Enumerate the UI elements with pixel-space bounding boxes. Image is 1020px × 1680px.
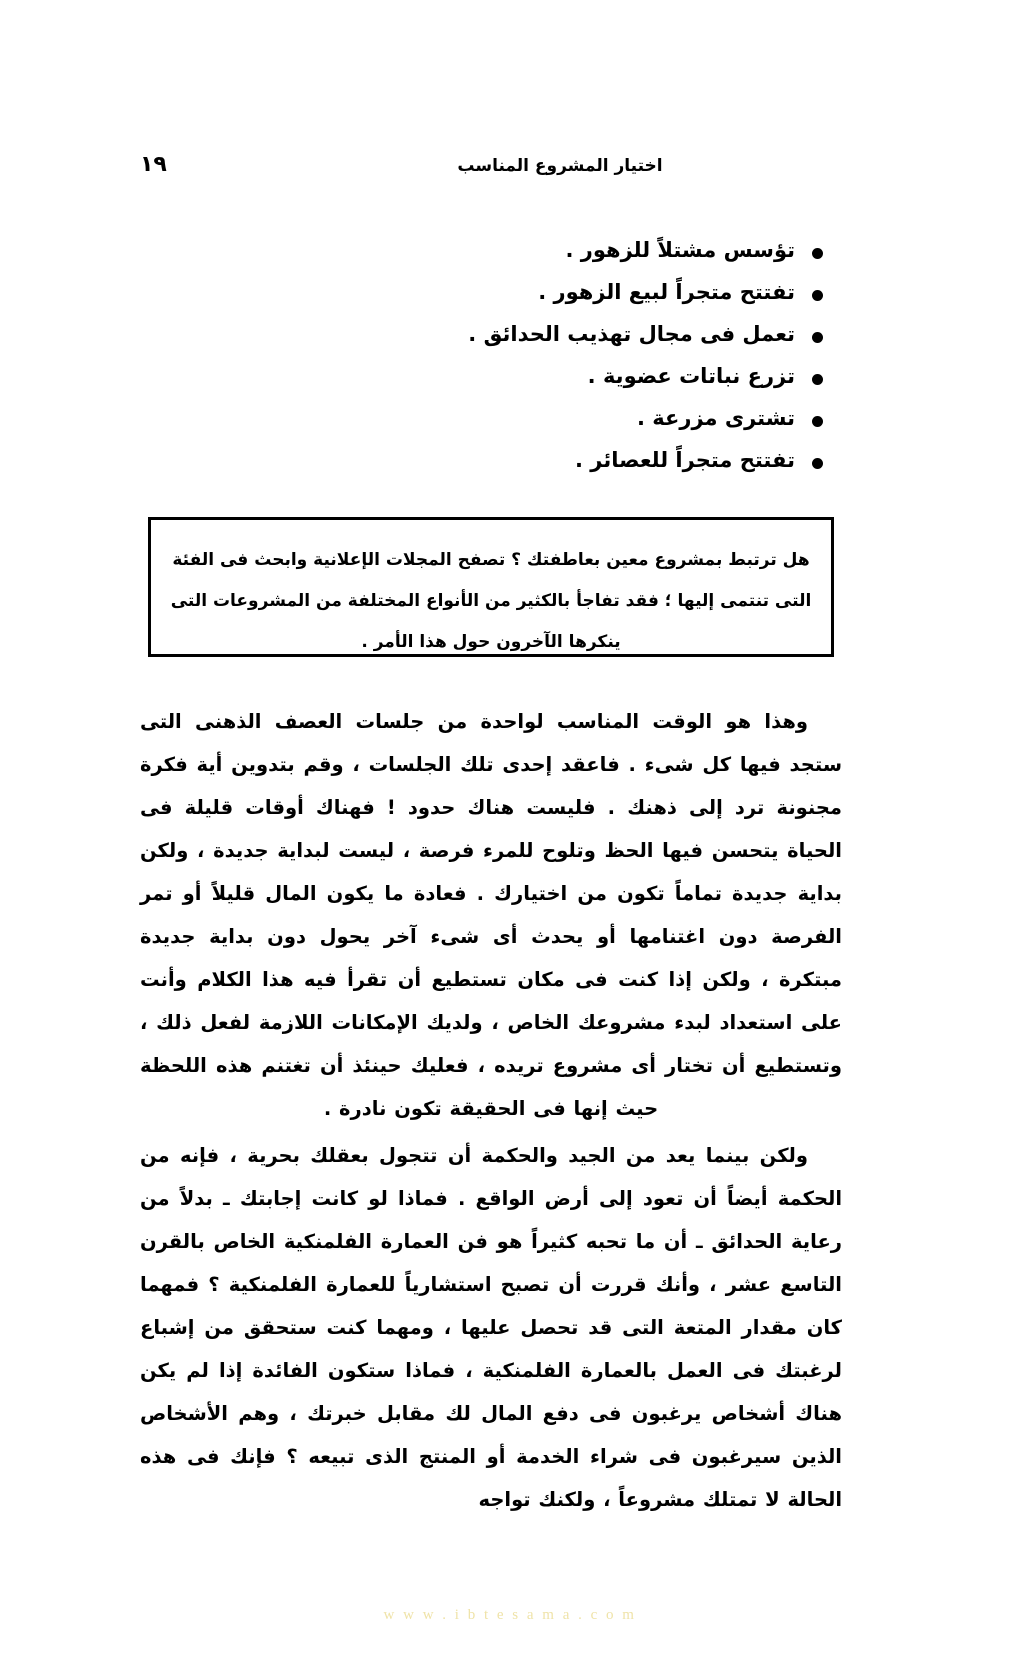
bullet-dot-icon bbox=[812, 290, 823, 301]
callout-box bbox=[148, 517, 834, 657]
list-item: تعمل فى مجال تهذيب الحدائق . bbox=[468, 322, 795, 346]
bullet-dot-icon bbox=[812, 416, 823, 427]
callout-line: هل ترتبط بمشروع معين بعاطفتك ؟ تصفح المجلات الإعلانية وابحث فى الفئة bbox=[172, 550, 810, 570]
body-text bbox=[140, 700, 842, 1525]
list-item: تفتتح متجراً لبيع الزهور . bbox=[538, 280, 795, 304]
bullet-dot-icon bbox=[812, 374, 823, 385]
page-number: ١٩ bbox=[140, 152, 167, 177]
callout-line: التى تنتمى إليها ؛ فقد تفاجأ بالكثير من الأنواع المختلفة من المشروعات التى bbox=[170, 591, 812, 611]
running-head bbox=[140, 152, 880, 182]
body-paragraph: ولكن بينما يعد من الجيد والحكمة أن تتجول بعقلك بحرية ، فإنه من الحكمة أيضاً أن تعود إلى أرض الواقع . فماذا لو كانت إجابتك ـ بدلاً من رعاية الحدائق ـ أن ما تحبه كثيراً هو فن العمارة الفلمنكية الخاص بالقرن التاسع عشر ، وأنك قررت أن تصبح استشارياً للعمارة الفلمنكية ؟ فمهما كان مقدار المتعة التى قد تحصل عليها ، ومهما كنت ستحقق من إشباع لرغبتك فى العمل بالعمارة الفلمنكية ، فماذا ستكون الفائدة إذا لم يكن هناك أشخاص يرغبون فى دفع المال لك مقابل خبرتك ، وهم الأشخاص الذين سيرغبون فى شراء الخدمة أو المنتج الذى تبيعه ؟ فإنك فى هذه الحالة لا تمتلك مشروعاً ، ولكنك تواجه bbox=[140, 1144, 842, 1511]
list-item: تشترى مزرعة . bbox=[637, 406, 795, 430]
chapter-running-title: اختيار المشروع المناسب bbox=[457, 156, 663, 176]
footer-watermark: w w w . i b t e s a m a . c o m bbox=[383, 1607, 637, 1623]
bullet-dot-icon bbox=[812, 458, 823, 469]
body-paragraph: وهذا هو الوقت المناسب لواحدة من جلسات العصف الذهنى التى ستجد فيها كل شىء . فاعقد إحدى تلك الجلسات ، وقم بتدوين أية فكرة مجنونة ترد إلى ذهنك . فليست هناك حدود ! فهناك أوقات قليلة فى الحياة يتحسن فيها الحظ وتلوح للمرء فرصة ، ليست لبداية جديدة ، ولكن بداية جديدة تماماً تكون من اختيارك . فعادة ما يكون المال قليلاً أو تمر الفرصة دون اغتنامها أو يحدث أى شىء آخر يحول دون بداية جديدة مبتكرة ، ولكن إذا كنت فى مكان تستطيع أن تقرأ فيه هذا الكلام وأنت على استعداد لبدء مشروعك الخاص ، ولديك الإمكانات اللازمة لفعل ذلك ، وتستطيع أن تختار أى مشروع تريده ، فعليك حينئذ أن تغتنم هذه اللحظة حيث إنها فى الحقيقة تكون نادرة . bbox=[140, 710, 842, 1120]
bullet-dot-icon bbox=[812, 248, 823, 259]
callout-text bbox=[151, 520, 831, 663]
callout-line: ينكرها الآخرون حول هذا الأمر . bbox=[361, 632, 621, 652]
list-item: تزرع نباتات عضوية . bbox=[587, 364, 795, 388]
bullet-dot-icon bbox=[812, 332, 823, 343]
list-item: تؤسس مشتلاً للزهور . bbox=[565, 238, 795, 262]
list-item: تفتتح متجراً للعصائر . bbox=[575, 448, 795, 472]
